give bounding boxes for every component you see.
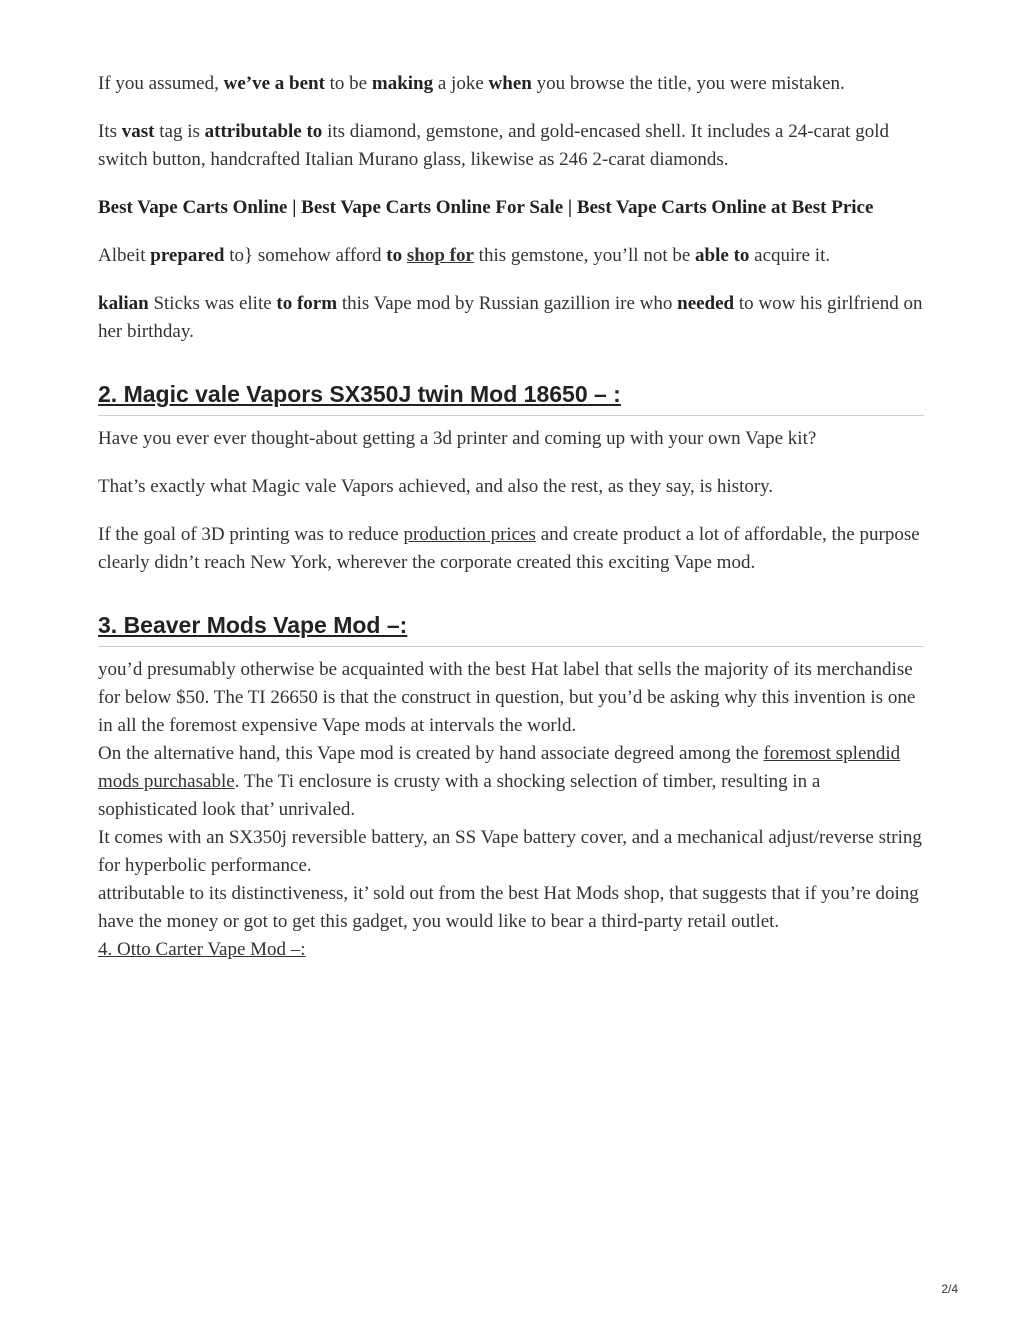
text: to be [324,73,372,94]
text: this gemstone, you’ll not be [473,245,696,266]
paragraph-best-hat: you’d presumably otherwise be acquainted with the best Hat label that sells the majority of its merchandise for below $50. The TI 26650 is that the construct in question, but you’d be asking why this invention is one in all the foremost expensive Vape mods at intervals the world. [98,659,916,736]
paragraph-kalian [98,290,924,346]
text: a joke [433,73,489,94]
bold-text: prepared [150,245,225,266]
paragraph-intro [98,70,924,98]
bold-text: Best Vape Carts Online | Best Vape Carts Online For Sale | Best Vape Carts Online at Best Price [98,197,874,218]
text: On the alternative hand, this Vape mod is created by hand associate degreed among the [98,743,764,764]
text: you browse the title, you were mistaken. [531,73,845,94]
bold-text: to form [276,293,338,314]
bold-text: we’ve a bent [223,73,325,94]
text: Sticks was elite [148,293,277,314]
bold-text: kalian [98,293,149,314]
production-prices-link[interactable]: production prices [403,524,536,545]
paragraph-handmade [98,740,924,824]
paragraph-history: That’s exactly what Magic vale Vapors achieved, and also the rest, as they say, is history. [98,476,774,497]
section-heading-link[interactable]: 3. Beaver Mods Vape Mod –: [98,612,408,638]
otto-carter-link[interactable]: 4. Otto Carter Vape Mod –: [98,939,306,960]
text: to} somehow afford [224,245,387,266]
paragraph-bold-carts [98,194,924,222]
text: and create product a lot of affordable, the purpose clearly didn’t reach New York, wherever the corporate created this exciting Vape mod. [98,524,920,573]
text: to wow his girlfriend on her birthday. [98,293,923,342]
bold-text: vast [121,121,155,142]
paragraph-3d-printing [98,521,924,577]
text: If you assumed, [98,73,224,94]
bold-text: making [371,73,434,94]
bold-text: to [386,245,407,266]
text: tag is [154,121,205,142]
bold-text: when [488,73,532,94]
paragraph-3d-printer: Have you ever ever thought-about getting a 3d printer and coming up with your own Vape kit? [98,428,817,449]
bold-text: needed [677,293,735,314]
section-heading[interactable] [98,611,924,646]
heading-divider [98,415,924,416]
text: Its [98,121,122,142]
article-body [98,70,924,964]
shop-for-link[interactable]: shop for [406,245,474,266]
section-2-heading-wrap [98,380,924,416]
text: If the goal of 3D printing was to reduce [98,524,404,545]
paragraph-afford [98,242,924,270]
paragraph-next-link [98,936,924,964]
section-3-heading-wrap [98,611,924,647]
section-heading[interactable] [98,380,924,415]
page-number: 2/4 [941,1282,958,1296]
splendid-mods-link[interactable]: foremost splendid mods purchasable [98,743,901,792]
text: Albeit [98,245,151,266]
paragraph-sold-out: attributable to its distinctiveness, it’ sold out from the best Hat Mods shop, that suggests that if you’re doing have the money or got to get this gadget, you would like to bear a third-party retail outlet. [98,883,919,932]
section-heading-link[interactable]: 2. Magic vale Vapors SX350J twin Mod 18650 – : [98,381,621,407]
text: acquire it. [749,245,831,266]
heading-divider [98,646,924,647]
paragraph-price-tag [98,118,924,174]
text: . The Ti enclosure is crusty with a shocking selection of timber, resulting in a sophisticated look that’ unrivaled. [98,771,821,820]
bold-text: attributable to [204,121,323,142]
bold-text: able to [695,245,750,266]
text: its diamond, gemstone, and gold-encased shell. It includes a 24-carat gold switch button, handcrafted Italian Murano glass, likewise as 246 2-carat diamonds. [98,121,889,170]
paragraph-battery: It comes with an SX350j reversible battery, an SS Vape battery cover, and a mechanical adjust/reverse string for hyperbolic performance. [98,827,922,876]
text: this Vape mod by Russian gazillion ire who [337,293,678,314]
